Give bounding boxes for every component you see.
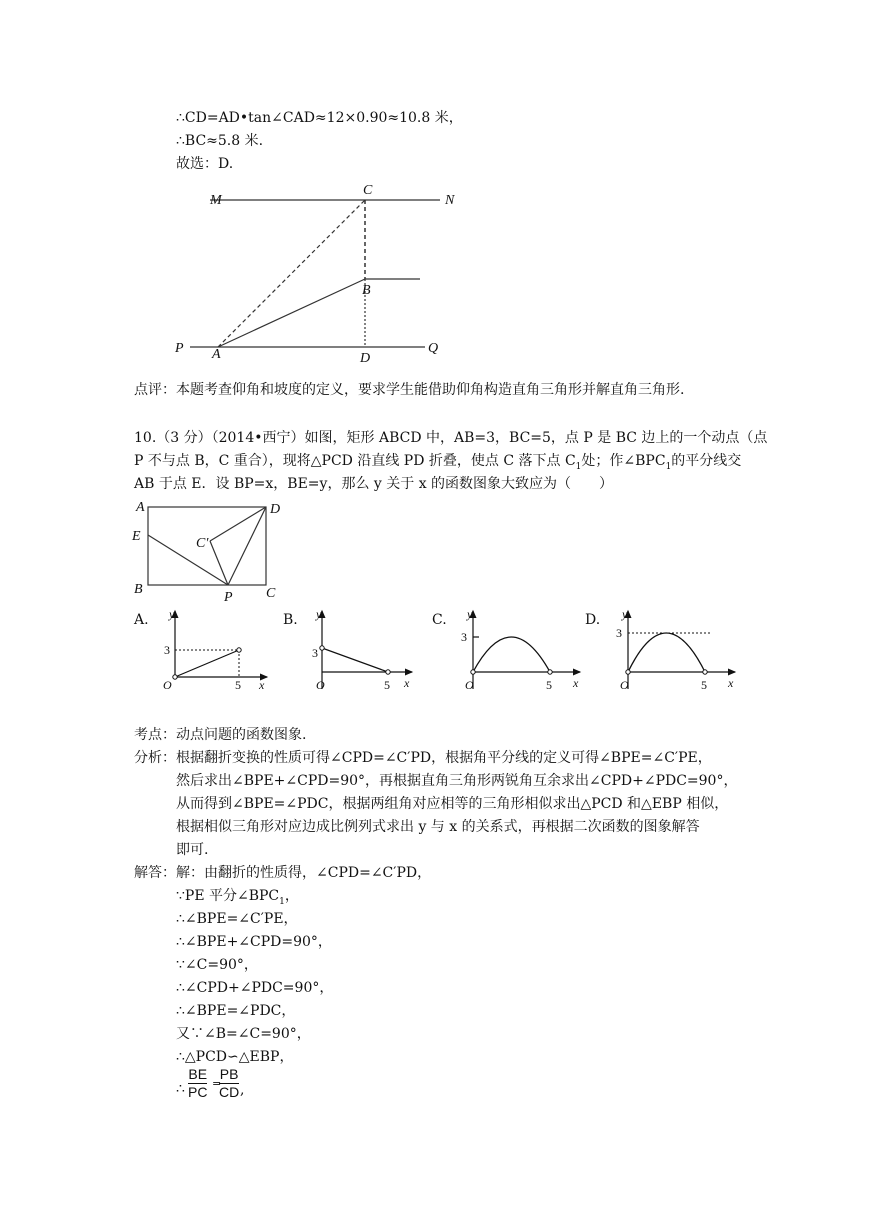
axis-x-label: x [404, 676, 410, 690]
origin-label: O [620, 678, 629, 692]
option-c-graph[interactable] [455, 605, 585, 693]
answer-line-3: ∴∠BPE=∠C′PE， [176, 911, 298, 927]
label-d: D [360, 351, 371, 366]
fraction-denominator: CD [219, 1084, 240, 1100]
kaodian-text: 考点：动点问题的函数图象. [134, 727, 307, 743]
question-line-2-text-a: P 不与点 B，C 重合），现将△PCD 沿直线 PD 折叠，使点 C 落下点 C [134, 453, 576, 469]
option-a-label[interactable]: A. [134, 612, 149, 628]
tick-5: 5 [235, 678, 241, 692]
analysis-line-5: 即可. [176, 842, 209, 858]
answer-line-5: ∵∠C=90°， [176, 957, 258, 973]
tick-3: 3 [164, 643, 170, 657]
tick-3: 3 [616, 626, 622, 640]
origin-label: O [465, 678, 474, 692]
fraction-denominator: PC [188, 1084, 208, 1100]
subscript-1b: 1 [665, 461, 672, 472]
fraction-pb-cd [219, 1066, 239, 1101]
tick-5: 5 [546, 678, 552, 692]
answer-line-1: 解答：解：由翻折的性质得，∠CPD=∠C′PD， [134, 865, 432, 881]
dashed-ac [218, 200, 365, 347]
option-d-graph[interactable] [610, 605, 740, 693]
tick-5: 5 [701, 678, 707, 692]
tick-5: 5 [384, 678, 390, 692]
line-ab [218, 279, 365, 347]
tick-3: 3 [461, 630, 467, 644]
axis-y-label: y [622, 607, 628, 621]
answer-line-2 [176, 886, 299, 912]
question-line-2-text-c: 的平分线交 [671, 453, 742, 469]
answer-line-6: ∴∠CPD+∠PDC=90°， [176, 980, 334, 996]
label-b2: B [134, 582, 143, 597]
fraction-be-pc [188, 1066, 207, 1101]
trailing-comma: , [240, 1082, 245, 1098]
axis-x-label: x [573, 676, 579, 690]
label-a2: A [136, 500, 145, 515]
answer-line-4: ∴∠BPE+∠CPD=90°， [176, 934, 332, 950]
origin-label: O [163, 678, 172, 692]
answer-line-9: ∴△PCD∽△EBP， [176, 1049, 294, 1065]
fraction-numerator: BE [188, 1066, 208, 1082]
question-line-2-text-b: 处；作∠BPC [581, 453, 666, 469]
question-line-2 [134, 451, 741, 477]
axis-y-label: y [169, 607, 175, 621]
label-b: B [362, 283, 371, 298]
analysis-line-2: 然后求出∠BPE+∠CPD=90°，再根据直角三角形两锐角互余求出∠CPD+∠PDC=90°， [176, 773, 738, 789]
review-text: 点评：本题考查仰角和坡度的定义，要求学生能借助仰角构造直角三角形并解直角三角形. [134, 382, 685, 398]
option-c-label[interactable]: C. [432, 612, 447, 628]
rectangle-fold-figure [128, 495, 288, 605]
origin-label: O [316, 678, 325, 692]
answer-line-2-tail: ， [284, 888, 299, 904]
option-b-label[interactable]: B. [283, 612, 298, 628]
therefore-symbol: ∴ [176, 1081, 185, 1097]
elevation-angle-figure [170, 180, 460, 370]
label-q: Q [428, 341, 439, 356]
equals-sign: = [212, 1077, 222, 1090]
tick-3: 3 [312, 646, 318, 660]
subscript-1: 1 [575, 461, 582, 472]
line-pc1 [210, 541, 228, 585]
label-p2: P [224, 590, 233, 605]
line-ep [148, 535, 228, 585]
option-b-graph[interactable] [300, 605, 418, 693]
subscript-1c: 1 [279, 896, 285, 907]
option-a-graph[interactable] [155, 605, 273, 693]
axis-x-label: x [259, 678, 265, 692]
axis-y-label: y [467, 607, 473, 621]
analysis-line-3: 从而得到∠BPE=∠PDC，根据两组角对应相等的三角形相似求出△PCD 和△EBP 相似， [176, 796, 729, 812]
solution-line-bc: ∴BC≈5.8 米. [176, 133, 264, 149]
question-line-1: 10.（3 分）（2014•西宁）如图，矩形 ABCD 中，AB=3，BC=5，点 P 是 BC 边上的一个动点（点 [134, 430, 768, 446]
label-d2: D [270, 502, 281, 517]
label-c1: C′ [196, 536, 209, 551]
axis-x-label: x [728, 676, 734, 690]
label-a: A [212, 347, 221, 362]
axis-y-label: y [316, 607, 322, 621]
analysis-line-1: 分析：根据翻折变换的性质可得∠CPD=∠C′PD，根据角平分线的定义可得∠BPE=∠C′PE， [134, 750, 712, 766]
label-c: C [363, 183, 373, 198]
solution-line-cd: ∴CD=AD•tan∠CAD≈12×0.90≈10.8 米， [176, 110, 463, 126]
answer-line-2-text: ∵PE 平分∠BPC [176, 888, 280, 904]
answer-line-8: 又∵∠B=∠C=90°， [176, 1026, 311, 1042]
label-m: M [210, 193, 222, 208]
answer-line-7: ∴∠BPE=∠PDC， [176, 1003, 296, 1019]
label-c2: C [266, 586, 276, 601]
analysis-line-4: 根据相似三角形对应边成比例列式求出 y 与 x 的关系式，再根据二次函数的图象解答 [176, 819, 700, 835]
question-line-3: AB 于点 E．设 BP=x，BE=y，那么 y 关于 x 的函数图象大致应为（ ） [134, 476, 614, 492]
fraction-numerator: PB [219, 1066, 239, 1082]
option-d-label[interactable]: D. [585, 612, 601, 628]
solution-line-answer: 故选：D. [176, 156, 234, 172]
label-n: N [445, 193, 455, 208]
label-p: P [175, 341, 184, 356]
label-e2: E [132, 529, 141, 544]
